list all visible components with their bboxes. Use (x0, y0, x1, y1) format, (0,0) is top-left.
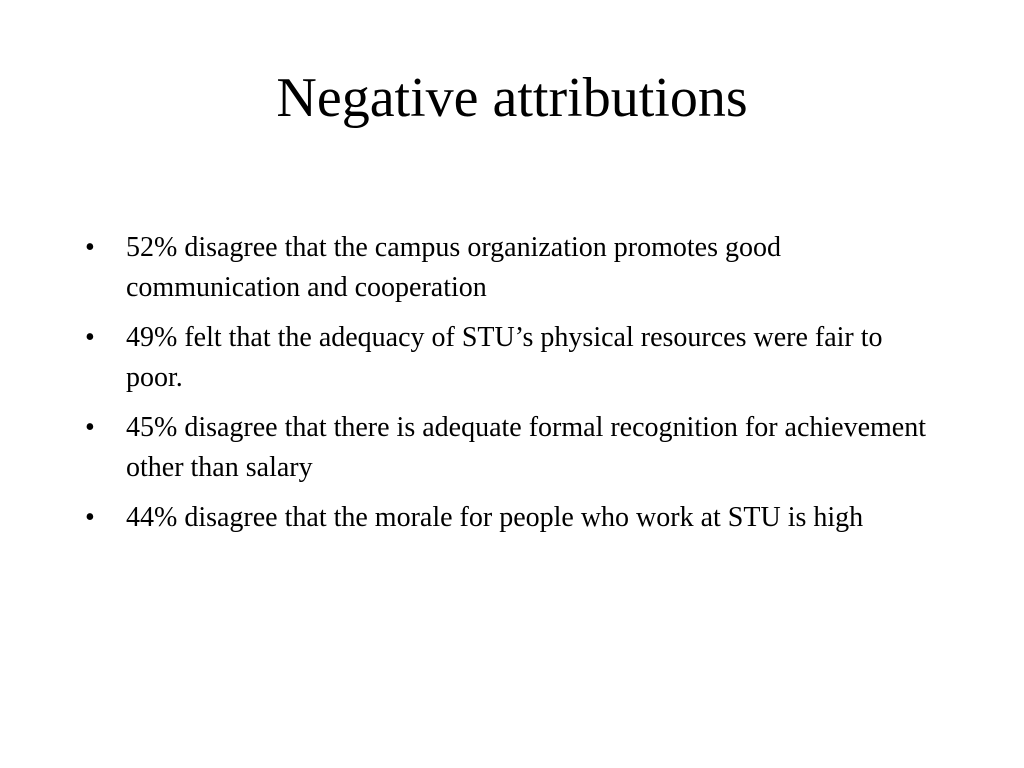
bullet-marker: • (85, 322, 95, 353)
bullet-text: 52% disagree that the campus organization promotes good communication and cooperation (126, 232, 781, 303)
bullet-marker: • (85, 412, 95, 443)
bullet-text: 49% felt that the adequacy of STU’s physical resources were fair to poor. (126, 322, 883, 393)
bullet-marker: • (85, 502, 95, 533)
bullet-marker: • (85, 232, 95, 263)
bullet-item (83, 318, 943, 398)
bullet-text: 45% disagree that there is adequate formal recognition for achievement other than salary (126, 412, 926, 483)
slide-title: Negative attributions (276, 67, 748, 129)
bullet-item (83, 408, 943, 488)
bullet-item (83, 498, 943, 538)
bullet-text: 44% disagree that the morale for people who work at STU is high (126, 502, 864, 533)
bullet-list (83, 228, 943, 548)
bullet-item (83, 228, 943, 308)
